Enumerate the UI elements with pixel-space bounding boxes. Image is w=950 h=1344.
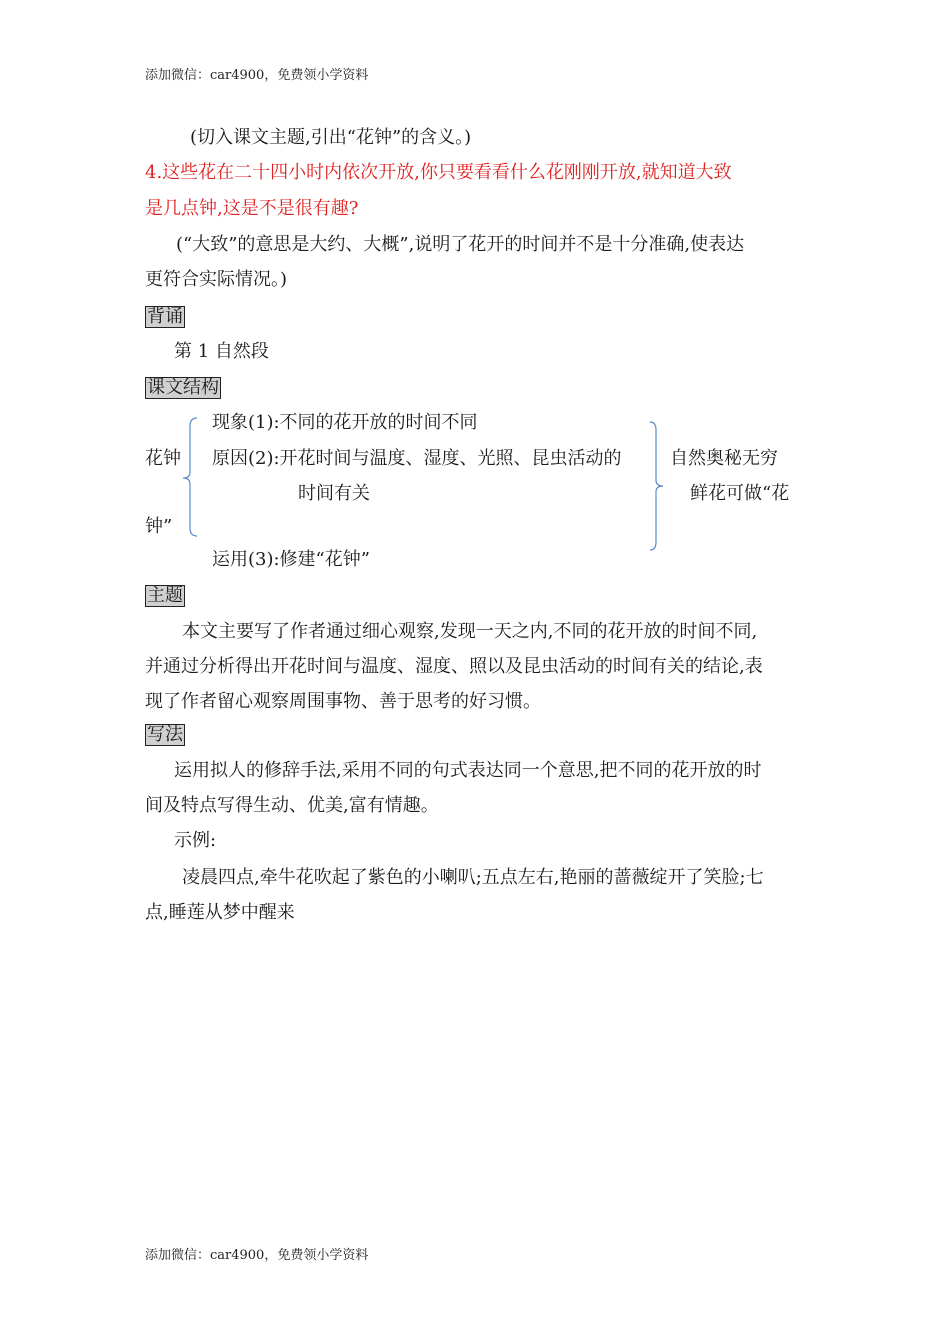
answer-line-2: 更符合实际情况。): [145, 269, 288, 290]
recite-content: 第 1 自然段: [174, 341, 269, 362]
question-line-1: 4.这些花在二十四小时内依次开放,你只要看看什么花刚刚开放,就知道大致: [145, 162, 732, 183]
structure-right-brace: [648, 420, 668, 552]
structure-root-part2: 钟”: [145, 516, 173, 537]
header-note: 添加微信：car4900，免费领小学资料: [145, 68, 369, 83]
structure-item-phenomenon: 现象(1):不同的花开放的时间不同: [212, 412, 478, 433]
theme-line-1: 本文主要写了作者通过细心观察,发现一天之内,不同的花开放的时间不同,: [182, 621, 758, 642]
writing-example-label: 示例:: [174, 830, 217, 851]
recite-heading: 背诵: [147, 306, 183, 327]
structure-conclusion-2: 鲜花可做“花: [690, 483, 790, 504]
structure-heading: 课文结构: [147, 377, 219, 398]
structure-root-part1: 花钟: [145, 448, 181, 469]
writing-line-2: 间及特点写得生动、优美,富有情趣。: [145, 795, 439, 816]
writing-line-1: 运用拟人的修辞手法,采用不同的句式表达同一个意思,把不同的花开放的时: [174, 760, 762, 781]
theme-line-2: 并通过分析得出开花时间与温度、湿度、照以及昆虫活动的时间有关的结论,表: [145, 656, 763, 677]
writing-example-line-2: 点,睡莲从梦中醒来: [145, 902, 295, 923]
theme-heading: 主题: [147, 585, 183, 606]
footer-note: 添加微信：car4900，免费领小学资料: [145, 1248, 369, 1263]
structure-item-application: 运用(3):修建“花钟”: [212, 549, 370, 570]
structure-conclusion-1: 自然奥秘无穷: [670, 448, 778, 469]
question-line-2: 是几点钟,这是不是很有趣?: [145, 198, 359, 219]
writing-example-line-1: 凌晨四点,牵牛花吹起了紫色的小喇叭;五点左右,艳丽的蔷薇绽开了笑脸;七: [182, 867, 764, 888]
writing-heading: 写法: [147, 724, 183, 745]
structure-item-cause-line-2: 时间有关: [298, 483, 370, 504]
intro-note: (切入课文主题,引出“花钟”的含义。): [190, 127, 472, 148]
structure-item-cause-line-1: 原因(2):开花时间与温度、湿度、光照、昆虫活动的: [212, 448, 622, 469]
answer-line-1: (“大致”的意思是大约、大概”,说明了花开的时间并不是十分准确,使表达: [176, 234, 745, 255]
theme-line-3: 现了作者留心观察周围事物、善于思考的好习惯。: [145, 691, 541, 712]
structure-left-brace: [180, 416, 200, 538]
